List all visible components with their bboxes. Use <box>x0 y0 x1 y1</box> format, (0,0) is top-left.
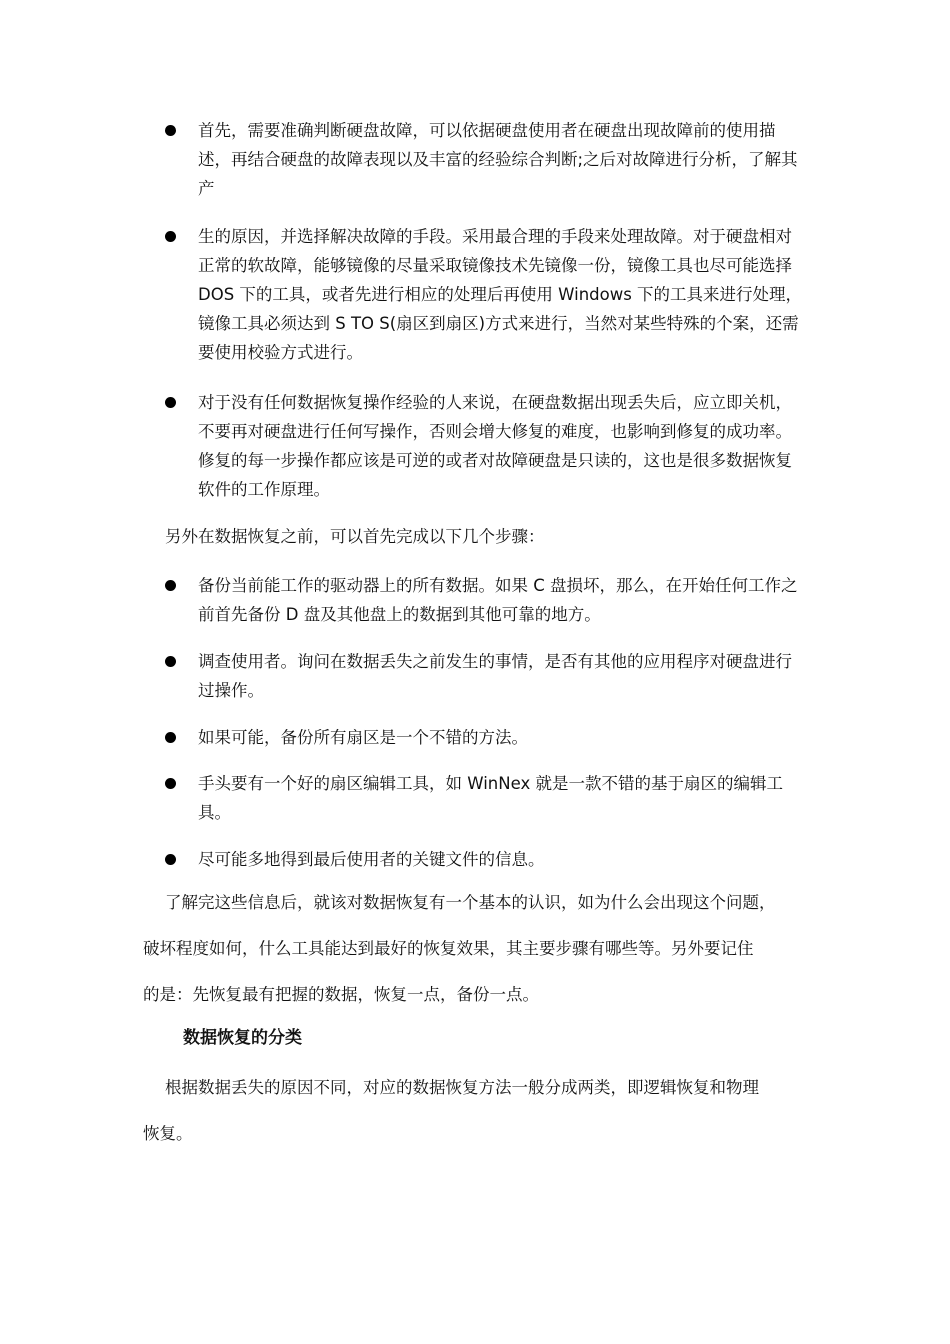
list-item <box>165 723 805 752</box>
classification-line: 恢复。 <box>143 1124 193 1143</box>
list-item-text: 如果可能，备份所有扇区是一个不错的方法。 <box>198 728 528 747</box>
bullet-icon <box>165 854 176 865</box>
summary-line: 破坏程度如何，什么工具能达到最好的恢复效果，其主要步骤有哪些等。另外要记住 <box>143 939 754 958</box>
bullet-icon <box>165 778 176 789</box>
bullet-icon <box>165 656 176 667</box>
list-item-text: 首先，需要准确判断硬盘故障，可以依据硬盘使用者在硬盘出现故障前的使用描述，再结合硬盘的故障表现以及丰富的经验综合判断;之后对故障进行分析，了解其产 <box>198 121 798 198</box>
bullet-icon <box>165 231 176 242</box>
list-item-text: 生的原因，并选择解决故障的手段。采用最合理的手段来处理故障。对于硬盘相对正常的软故障，能够镜像的尽量采取镜像技术先镜像一份，镜像工具也尽可能选择 DOS 下的工具，或者先进行相应的处理后再使用 Windows 下的工具来进行处理，镜像工具必须达到 S TO S(扇区到扇区)方式来进行，当然对某些特殊的个案，还需要使用校验方式进行。 <box>198 227 803 362</box>
list-item-text: 对于没有任何数据恢复操作经验的人来说，在硬盘数据出现丢失后，应立即关机，不要再对硬盘进行任何写操作，否则会增大修复的难度，也影响到修复的成功率。修复的每一步操作都应该是可逆的或者对故障硬盘是只读的，这也是很多数据恢复软件的工作原理。 <box>198 393 792 499</box>
list-item-text: 尽可能多地得到最后使用者的关键文件的信息。 <box>198 850 545 869</box>
summary-line: 的是：先恢复最有把握的数据，恢复一点，备份一点。 <box>143 985 539 1004</box>
list-item-text: 手头要有一个好的扇区编辑工具，如 WinNex 就是一款不错的基于扇区的编辑工具。 <box>198 774 783 822</box>
bullet-icon <box>165 397 176 408</box>
section-heading: 数据恢复的分类 <box>183 1028 302 1048</box>
list-item <box>165 845 805 874</box>
intro-paragraph: 另外在数据恢复之前，可以首先完成以下几个步骤： <box>165 527 545 546</box>
list-item <box>165 222 805 368</box>
bullet-icon <box>165 580 176 591</box>
list-item <box>165 571 805 629</box>
classification-line: 根据数据丢失的原因不同，对应的数据恢复方法一般分成两类，即逻辑恢复和物理 <box>165 1078 759 1097</box>
list-item <box>165 647 805 705</box>
list-item <box>165 388 805 505</box>
list-item <box>165 116 805 204</box>
summary-line: 了解完这些信息后，就该对数据恢复有一个基本的认识，如为什么会出现这个问题， <box>165 893 776 912</box>
list-item-text: 调查使用者。询问在数据丢失之前发生的事情，是否有其他的应用程序对硬盘进行过操作。 <box>198 652 792 700</box>
list-item <box>165 769 805 827</box>
list-item-text: 备份当前能工作的驱动器上的所有数据。如果 C 盘损坏，那么，在开始任何工作之前首先备份 D 盘及其他盘上的数据到其他可靠的地方。 <box>198 576 798 624</box>
bullet-icon <box>165 125 176 136</box>
bullet-icon <box>165 732 176 743</box>
